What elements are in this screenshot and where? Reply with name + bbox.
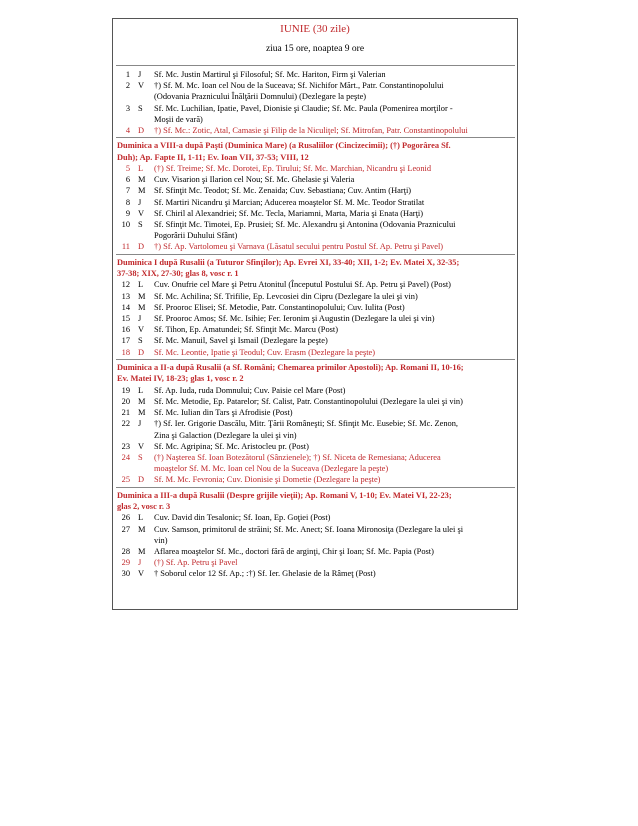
- saints-text: (†) Sf. Treime; Sf. Mc. Dorotei, Ep. Tirului; Sf. Mc. Marchian, Nicandru şi Leonid: [154, 164, 432, 174]
- day-number: 28: [121, 546, 130, 556]
- calendar-month-box: [112, 18, 518, 610]
- day-row: [116, 185, 515, 196]
- weekday-letter: M: [138, 302, 146, 312]
- saints-text: Sf. Mc. Iulian din Tars şi Afrodisie (Post): [154, 408, 293, 418]
- day-number: 26: [121, 513, 130, 523]
- weekday-letter: V: [138, 569, 145, 579]
- saints-text: Sf. Chiril al Alexandriei; Sf. Mc. Tecla, Mariamni, Marta, Maria şi Enata (Harţi): [154, 208, 424, 218]
- day-row-continuation: Moşii de vară): [154, 114, 203, 124]
- sunday-heading-line: 37-38; XIX, 27-30; glas 8, vosc r. 1: [117, 269, 239, 279]
- saints-text: Sf. Mc. Manuil, Savel şi Ismail (Dezlegare la peşte): [154, 336, 328, 346]
- day-row: [116, 441, 515, 452]
- saints-text: Cuv. David din Tesalonic; Sf. Ioan, Ep. Goţiei (Post): [154, 513, 331, 523]
- weekday-letter: V: [138, 441, 145, 451]
- day-row: [116, 452, 515, 463]
- day-row: [116, 546, 515, 557]
- sunday-heading-line: Duminica a II-a după Rusalii (a Sf. Români; Chemarea primilor Apostoli); Ap. Romani II, 10-16;: [117, 362, 464, 372]
- weekday-letter: M: [138, 186, 146, 196]
- day-number: 14: [121, 302, 130, 312]
- saints-text: Aflarea moaştelor Sf. Mc., doctori fără de arginţi, Chir şi Ioan; Sf. Mc. Papia (Post): [154, 546, 434, 556]
- weekday-letter: M: [138, 291, 146, 301]
- saints-text: Sf. Prooroc Elisei; Sf. Metodie, Patr. Constantinopolului; Cuv. Iulita (Post): [154, 302, 405, 312]
- divider: [116, 359, 515, 360]
- day-number: 11: [121, 242, 130, 252]
- weekday-letter: D: [138, 475, 145, 485]
- saints-text: †) Sf. Mc.: Zotic, Atal, Camasie şi Filip de la Niculiţel; Sf. Mitrofan, Patr. Constantinopolului: [154, 126, 468, 136]
- weekday-letter: L: [138, 280, 144, 290]
- saints-text: Sf. Mc. Luchilian, Ipatie, Pavel, Dionisie şi Claudie; Sf. Mc. Paula (Pomenirea morţilor -: [154, 103, 453, 113]
- day-row: [116, 335, 515, 346]
- days-group-week2: [116, 279, 515, 357]
- sunday-heading: [116, 140, 515, 163]
- day-number: 19: [121, 385, 130, 395]
- day-row: [116, 125, 515, 136]
- day-number: 13: [121, 291, 130, 301]
- weekday-letter: S: [138, 103, 143, 113]
- day-row: [116, 568, 515, 579]
- day-row: [116, 347, 515, 358]
- day-number: 15: [121, 314, 130, 324]
- saints-text: Sf. Prooroc Amos; Sf. Mc. Isihie; Fer. Ieronim şi Augustin (Dezlegare la ulei şi vin): [154, 314, 435, 324]
- day-number: 4: [125, 126, 130, 136]
- weekday-letter: L: [138, 385, 144, 395]
- weekday-letter: J: [138, 314, 142, 324]
- weekday-letter: M: [138, 408, 146, 418]
- saints-text: Cuv. Visarion şi Ilarion cel Nou; Sf. Mc. Ghelasie şi Valeria: [154, 175, 355, 185]
- day-row: [116, 302, 515, 313]
- sunday-heading: [116, 490, 515, 513]
- day-row: [116, 313, 515, 324]
- days-group-week4: [116, 512, 515, 579]
- day-number: 2: [125, 81, 130, 91]
- day-row: [116, 524, 515, 535]
- day-number: 23: [121, 441, 130, 451]
- weekday-letter: S: [138, 336, 143, 346]
- day-row: [116, 418, 515, 429]
- day-row: [116, 163, 515, 174]
- day-row: [116, 103, 515, 114]
- weekday-letter: J: [138, 419, 142, 429]
- saints-text: (†) Sf. Ap. Petru şi Pavel: [154, 558, 238, 568]
- sunday-heading: [116, 362, 515, 385]
- saints-text: †) Sf. Ier. Grigorie Dascălu, Mitr. Ţării Româneşti; Sf. Sfinţit Mc. Eusebie; Sf. Mc. Zenon,: [154, 419, 459, 429]
- day-row: [116, 324, 515, 335]
- saints-text: Sf. Martiri Nicandru şi Marcian; Aducerea moaştelor Sf. M. Mc. Teodor Stratilat: [154, 197, 425, 207]
- day-row: [116, 80, 515, 91]
- weekday-letter: M: [138, 546, 146, 556]
- weekday-letter: V: [138, 325, 145, 335]
- days-group-early: [116, 69, 515, 136]
- weekday-letter: L: [138, 513, 144, 523]
- day-row: [116, 279, 515, 290]
- saints-text: Sf. Mc. Agripina; Sf. Mc. Aristocleu pr. (Post): [154, 441, 309, 451]
- sunday-heading-line: Duminica a VIII-a după Paşti (Duminica Mare) (a Rusaliilor (Cincizecimii); (†) Pogorârea Sf.: [117, 141, 451, 151]
- day-number: 22: [121, 419, 130, 429]
- saints-text: (†) Naşterea Sf. Ioan Botezătorul (Sânzienele); †) Sf. Niceta de Remesiana; Aducerea: [154, 452, 441, 462]
- saints-text: Sf. Sfinţit Mc. Timotei, Ep. Prusiei; Sf. Mc. Alexandru şi Antonina (Odovania Praznicului: [154, 220, 456, 230]
- saints-text: Cuv. Onufrie cel Mare şi Petru Atonitul (Începutul Postului Sf. Ap. Petru şi Pavel) (Post): [154, 280, 451, 290]
- day-row-continuation: Pogorârii Duhului Sfânt): [154, 231, 238, 241]
- saints-text: † Soborul celor 12 Sf. Ap.; :†) Sf. Ier. Ghelasie de la Râmeţ (Post): [154, 569, 376, 579]
- day-row: [116, 557, 515, 568]
- weekday-letter: L: [138, 164, 144, 174]
- day-number: 16: [121, 325, 130, 335]
- day-number: 21: [121, 408, 130, 418]
- saints-text: †) Sf. M. Mc. Ioan cel Nou de la Suceava; Sf. Nichifor Mărt., Patr. Constantinopolului: [154, 81, 444, 91]
- day-number: 12: [121, 280, 130, 290]
- day-row: [116, 219, 515, 230]
- day-number: 7: [125, 186, 130, 196]
- saints-text: Sf. Mc. Metodie, Ep. Patarelor; Sf. Calist, Patr. Constantinopolului (Dezlegare la ulei şi vin): [154, 396, 463, 406]
- day-number: 24: [121, 452, 130, 462]
- day-row-continuation: moaştelor Sf. M. Mc. Ioan cel Nou de la Suceava (Dezlegare la peşte): [154, 464, 389, 474]
- divider: [116, 137, 515, 138]
- day-row-continuation: vin): [154, 535, 168, 545]
- day-row-continuation: (Odovania Praznicului Înălţării Domnului) (Dezlegare la peşte): [154, 92, 367, 102]
- saints-text: Sf. Mc. Achilina; Sf. Trifilie, Ep. Levcosiei din Cipru (Dezlegare la ulei şi vin): [154, 291, 418, 301]
- weekday-letter: J: [138, 70, 142, 79]
- day-row: [116, 385, 515, 396]
- weekday-letter: J: [138, 197, 142, 207]
- sunday-heading-line: Duminica I după Rusalii (a Tuturor Sfinţilor); Ap. Evrei XI, 33-40; XII, 1-2; Ev. Matei X, 32-35;: [117, 257, 460, 267]
- day-number: 10: [121, 220, 130, 230]
- day-number: 20: [121, 396, 130, 406]
- day-row-continuation: Zina şi Galaction (Dezlegare la ulei şi vin): [154, 430, 297, 440]
- day-row: [116, 291, 515, 302]
- day-row: [116, 69, 515, 80]
- days-group-week1: [116, 163, 515, 253]
- divider: [116, 487, 515, 488]
- saints-text: Sf. Ap. Iuda, ruda Domnului; Cuv. Paisie cel Mare (Post): [154, 385, 346, 395]
- day-number: 18: [121, 347, 130, 357]
- day-number: 9: [125, 208, 130, 218]
- sunday-heading-line: Duh); Ap. Fapte II, 1-11; Ev. Ioan VII, 37-53; VIII, 12: [117, 152, 309, 162]
- divider: [116, 254, 515, 255]
- day-row: [116, 396, 515, 407]
- day-row: [116, 512, 515, 523]
- sunday-heading: [116, 257, 515, 280]
- weekday-letter: V: [138, 81, 145, 91]
- saints-text: Sf. Mc. Justin Martirul şi Filosoful; Sf. Mc. Hariton, Firm şi Valerian: [154, 70, 386, 79]
- sunday-heading-line: glas 2, vosc r. 3: [117, 501, 171, 511]
- weekday-letter: V: [138, 208, 145, 218]
- saints-text: Sf. Sfinţit Mc. Teodot; Sf. Mc. Zenaida; Cuv. Sebastiana; Cuv. Antim (Harţi): [154, 186, 412, 196]
- day-number: 1: [125, 70, 130, 79]
- day-row: [116, 241, 515, 252]
- weekday-letter: M: [138, 175, 146, 185]
- weekday-letter: M: [138, 396, 146, 406]
- day-row: [116, 474, 515, 485]
- day-number: 27: [121, 524, 130, 534]
- day-number: 6: [125, 175, 130, 185]
- weekday-letter: D: [138, 242, 145, 252]
- day-number: 3: [125, 103, 130, 113]
- day-row: [116, 197, 515, 208]
- day-row: [116, 208, 515, 219]
- weekday-letter: D: [138, 347, 145, 357]
- weekday-letter: S: [138, 452, 143, 462]
- day-row: [116, 407, 515, 418]
- month-title: IUNIE (30 zile): [280, 23, 350, 35]
- calendar-rows: [116, 64, 515, 580]
- day-number: 17: [121, 336, 130, 346]
- saints-text: Sf. Mc. Leontie, Ipatie şi Teodul; Cuv. Erasm (Dezlegare la peşte): [154, 347, 376, 357]
- divider: [116, 65, 515, 66]
- weekday-letter: M: [138, 524, 146, 534]
- day-number: 5: [125, 164, 130, 174]
- day-row: [116, 174, 515, 185]
- weekday-letter: J: [138, 558, 142, 568]
- saints-text: Cuv. Samson, primitorul de străini; Sf. Mc. Anect; Sf. Ioana Mironosiţa (Dezlegare la ulei şi: [154, 524, 464, 534]
- sunday-heading-line: Ev. Matei IV, 18-23; glas 1, vosc r. 2: [117, 374, 244, 384]
- weekday-letter: D: [138, 126, 145, 136]
- day-number: 29: [121, 558, 130, 568]
- days-group-week3: [116, 385, 515, 486]
- saints-text: †) Sf. Ap. Vartolomeu şi Varnava (Lăsatul secului pentru Postul Sf. Ap. Petru şi Pavel): [154, 242, 444, 252]
- day-number: 8: [125, 197, 130, 207]
- day-number: 30: [121, 569, 130, 579]
- day-number: 25: [121, 475, 130, 485]
- saints-text: Sf. M. Mc. Fevronia; Cuv. Dionisie şi Dometie (Dezlegare la peşte): [154, 475, 381, 485]
- day-length-subtitle: ziua 15 ore, noaptea 9 ore: [265, 44, 365, 54]
- weekday-letter: S: [138, 220, 143, 230]
- saints-text: Sf. Tihon, Ep. Amatundei; Sf. Sfinţit Mc. Marcu (Post): [154, 325, 339, 335]
- sunday-heading-line: Duminica a III-a după Rusalii (Despre grijile vieţii); Ap. Romani V, 1-10; Ev. Matei VI, 22-23;: [117, 490, 452, 500]
